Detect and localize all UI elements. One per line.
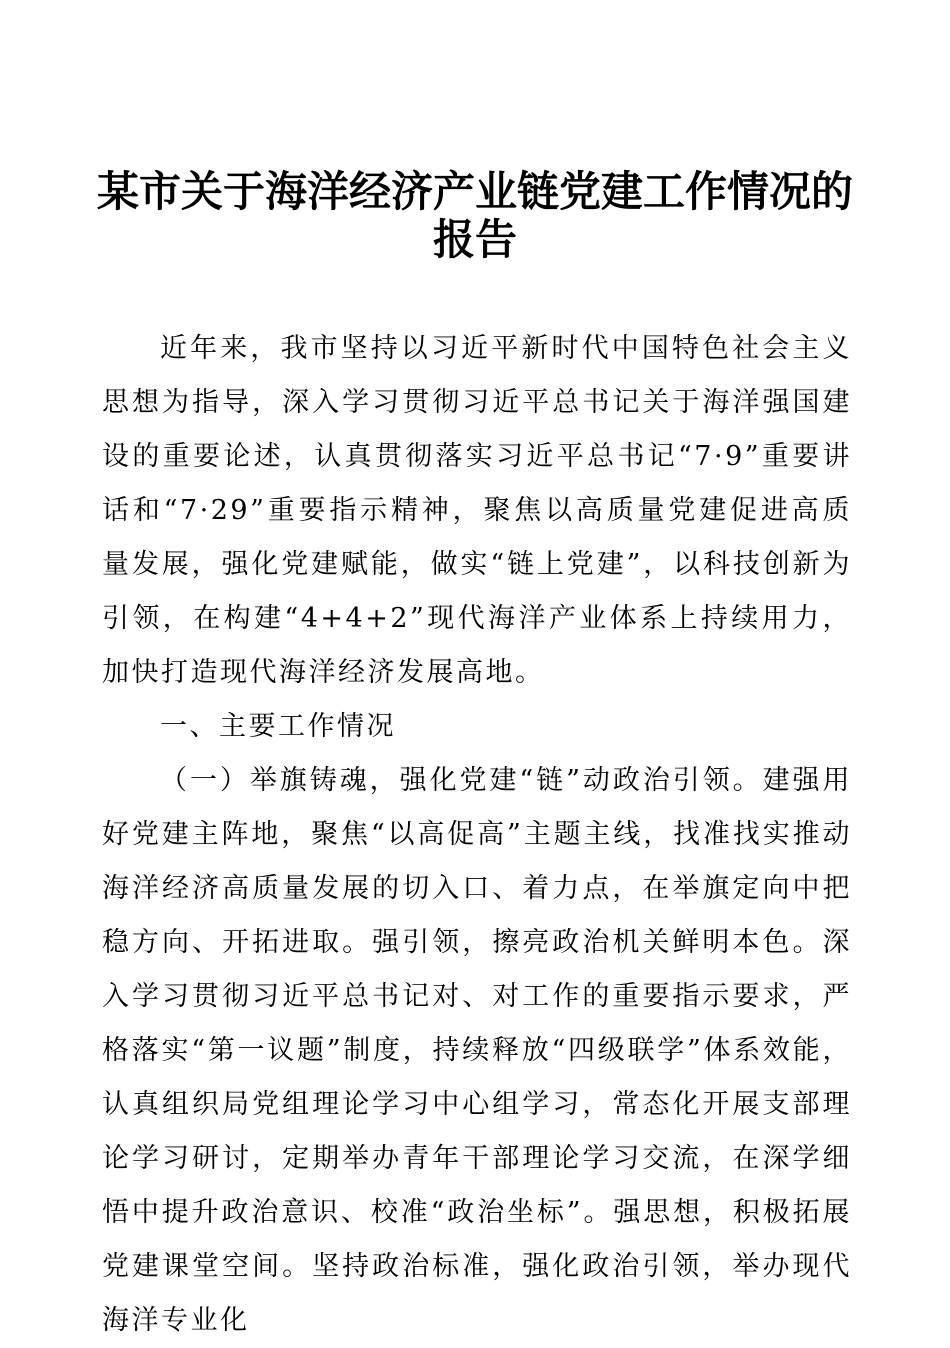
section-paragraph: （一）举旗铸魂，强化党建“链”动政治引领。建强用好党建主阵地，聚焦“以高促高”主题主线，找准找实推动海洋经济高质量发展的切入口、着力点，在举旗定向中把稳方向、开拓进取。强引领，擦亮政治机关鲜明本色。深入学习贯彻习近平总书记对、对工作的重要指示要求，严格落实“第一议题”制度，持续释放“四级联学”体系效能，认真组织局党组理论学习中心组学习，常态化开展支部理论学习研讨，定期举办青年干部理论学习交流，在深学细悟中提升政治意识、校准“政治坐标”。强思想，积极拓展党建课堂空间。坚持政治标准，强化政治引领，举办现代海洋专业化 [102, 765, 852, 1336]
document-title: 某市关于海洋经济产业链党建工作情况的报告 [96, 167, 853, 264]
section-heading: 一、主要工作情况 [160, 711, 396, 742]
intro-paragraph: 近年来，我市坚持以习近平新时代中国特色社会主义思想为指导，深入学习贯彻习近平总书记关于海洋强国建设的重要论述，认真贯彻落实习近平总书记“7·9”重要讲话和“7·29”重要指示精神，聚焦以高质量党建促进高质量发展，强化党建赋能，做实“链上党建”，以科技创新为引领，在构建“4+4+2”现代海洋产业体系上持续用力，加快打造现代海洋经济发展高地。 [102, 333, 852, 688]
document-body [102, 322, 852, 1348]
